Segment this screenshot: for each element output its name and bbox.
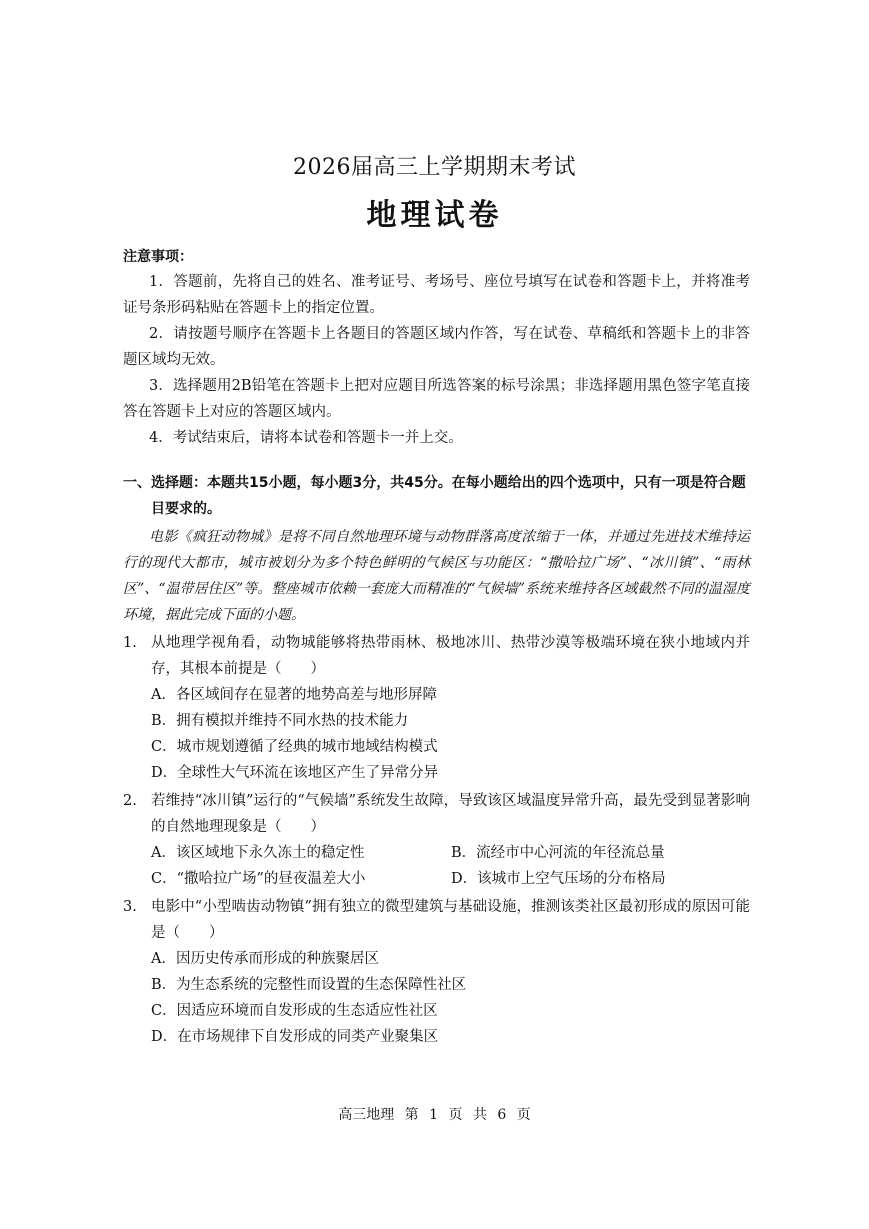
question-3 <box>123 894 750 1050</box>
footer-page-number: 1 <box>429 1107 439 1123</box>
question-2 <box>123 788 750 892</box>
footer-total-pages: 6 <box>497 1107 507 1123</box>
question-number: 1. <box>123 635 137 651</box>
option-c: C．城市规划遵循了经典的城市地域结构模式 <box>151 739 438 755</box>
question-number: 2. <box>123 793 137 809</box>
footer-subject: 高三地理 <box>338 1107 395 1123</box>
exam-title: 2026届高三上学期期末考试 <box>293 155 576 180</box>
subject-title: 地理试卷 <box>366 198 503 233</box>
option-a: A．该区域地下永久冻土的稳定性 <box>151 845 365 861</box>
footer-ye2: 页 <box>516 1107 531 1123</box>
material-intro: 电影《疯狂动物城》是将不同自然地理环境与动物群落高度浓缩于一体，并通过先进技术维持运行的现代大都市，城市被划分为多个特色鲜明的气候区与功能区：“撒哈拉广场”、“冰川镇”、“雨林区”、“温带居住区”等。整座城市依赖一套庞大而精准的“气候墙”系统来维持各区域截然不同的温湿度环境，据此完成下面的小题。 <box>123 529 750 623</box>
option-b: B．流经市中心河流的年径流总量 <box>451 845 665 861</box>
choice-section <box>123 470 750 1050</box>
footer-gong: 共 <box>472 1107 487 1123</box>
option-b: B．为生态系统的完整性而设置的生态保障性社区 <box>151 977 467 993</box>
question-number: 3. <box>123 899 137 915</box>
option-a: A．因历史传承而形成的种族聚居区 <box>151 951 379 967</box>
option-d: D．该城市上空气压场的分布格局 <box>451 871 666 887</box>
note-item: 2．请按题号顺序在答题卡上各题目的答题区域内作答，写在试卷、草稿纸和答题卡上的非答题区域均无效。 <box>123 326 750 368</box>
notes-heading: 注意事项： <box>123 249 193 265</box>
note-item: 1．答题前，先将自己的姓名、准考证号、考场号、座位号填写在试卷和答题卡上，并将准考证号条形码粘贴在答题卡上的指定位置。 <box>123 274 750 316</box>
section-heading: 一、选择题：本题共15小题，每小题3分，共45分。在每小题给出的四个选项中，只有一项是符合题目要求的。 <box>123 475 746 517</box>
question-stem: 从地理学视角看，动物城能够将热带雨林、极地冰川、热带沙漠等极端环境在狭小地域内并存，其根本前提是（ ） <box>151 635 750 677</box>
option-d: D．全球性大气环流在该地区产生了异常分异 <box>151 765 439 781</box>
option-b: B．拥有模拟并维持不同水热的技术能力 <box>151 713 409 729</box>
note-item: 4．考试结束后，请将本试卷和答题卡一并上交。 <box>149 430 463 446</box>
question-stem: 电影中“小型啮齿动物镇”拥有独立的微型建筑与基础设施，推测该类社区最初形成的原因可能是（ ） <box>151 899 750 941</box>
question-1 <box>123 630 750 786</box>
option-d: D．在市场规律下自发形成的同类产业聚集区 <box>151 1029 439 1045</box>
option-c: C．“撒哈拉广场”的昼夜温差大小 <box>151 871 366 887</box>
option-a: A．各区域间存在显著的地势高差与地形屏障 <box>151 687 437 703</box>
page-footer <box>0 1104 869 1124</box>
footer-di: 第 <box>404 1107 419 1123</box>
question-stem: 若维持“冰川镇”运行的“气候墙”系统发生故障，导致该区域温度异常升高，最先受到显著影响的自然地理现象是（ ） <box>151 793 750 835</box>
footer-ye: 页 <box>448 1107 463 1123</box>
note-item: 3．选择题用2B铅笔在答题卡上把对应题目所选答案的标号涂黑；非选择题用黑色签字笔直接答在答题卡上对应的答题区域内。 <box>123 378 750 420</box>
notes-section <box>123 245 750 451</box>
option-c: C．因适应环境而自发形成的生态适应性社区 <box>151 1003 438 1019</box>
